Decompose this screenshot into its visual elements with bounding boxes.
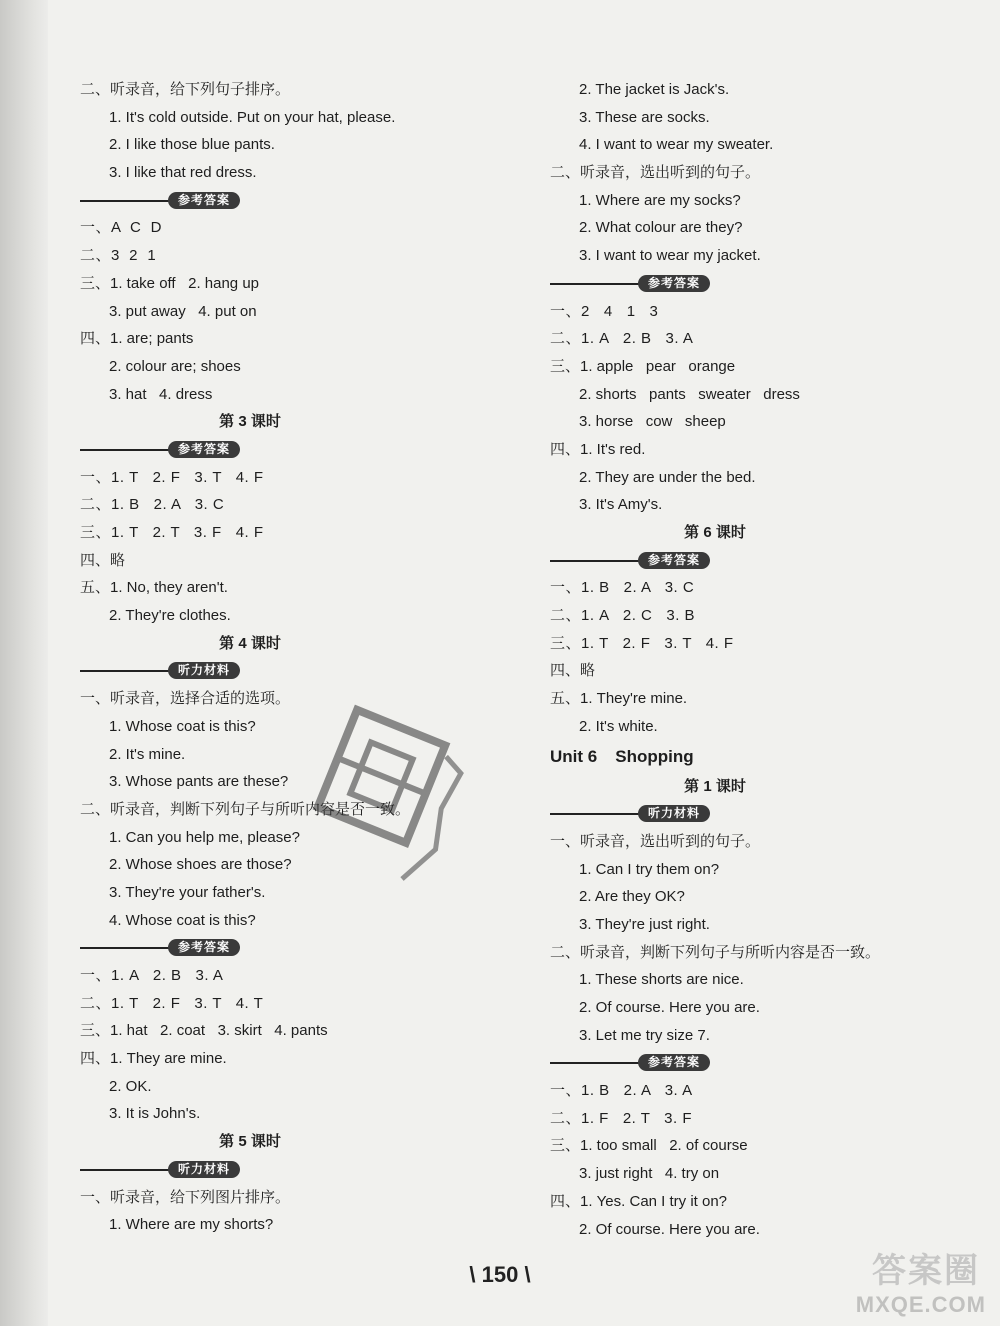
section-tag [80, 187, 420, 215]
section-tag [550, 1049, 880, 1077]
sub-item-line: 4. Whose coat is this? [109, 911, 256, 929]
sub-item-line: 2. What colour are they? [579, 219, 743, 237]
sub-item-line: 2. They're clothes. [109, 607, 231, 625]
sub-item-line: 3. I like that red dress. [109, 164, 257, 182]
sub-item-line: 2. Are they OK? [579, 888, 685, 906]
answer-line: 二、1. T 2. F 3. T 4. T [80, 994, 264, 1012]
sub-item-line: 1. Can you help me, please? [109, 828, 300, 846]
sub-item-line: 1. Where are my socks? [579, 191, 741, 209]
answer-line: 一、A C D [80, 219, 163, 237]
question-line: 五、1. They're mine. [550, 690, 688, 708]
question-line: 四、1. It's red. [550, 440, 646, 458]
sub-item-line: 1. Where are my shorts? [109, 1216, 274, 1234]
section-tag-rule [550, 283, 640, 285]
page-number: \ 150 \ [469, 1262, 531, 1287]
section-tag [80, 657, 420, 685]
question-line: 一、听录音，选出听到的句子。 [550, 832, 761, 850]
answer-line: 三、1. T 2. T 3. F 4. F [80, 524, 264, 541]
question-line: 一、听录音，选择合适的选项。 [80, 690, 291, 708]
sub-item-line: 2. Of course. Here you are. [579, 999, 760, 1016]
section-tag [80, 934, 420, 962]
answer-line: 一、1. B 2. A 3. A [550, 1082, 693, 1100]
section-tag-label: 参考答案 [168, 441, 240, 458]
question-line: 二、听录音，判断下列句子与所听内容是否一致。 [80, 800, 411, 818]
sub-item-line: 3. It's Amy's. [579, 496, 663, 514]
answer-line: 一、1. B 2. A 3. C [550, 579, 695, 597]
lesson-heading: 第 4 课时 [219, 634, 281, 652]
section-tag [80, 1156, 420, 1184]
question-line: 二、听录音，选出听到的句子。 [550, 164, 761, 182]
sub-item-line: 2. The jacket is Jack's. [579, 81, 730, 98]
sub-item-line: 2. It's mine. [109, 745, 186, 763]
section-tag-label: 参考答案 [638, 552, 710, 569]
answer-line: 二、1. A 2. C 3. B [550, 607, 696, 625]
section-tag-rule [80, 200, 170, 202]
question-line: 四、1. They are mine. [80, 1050, 227, 1068]
section-tag-label: 参考答案 [638, 275, 710, 292]
left-column [80, 76, 420, 1239]
answer-line: 二、1. A 2. B 3. A [550, 330, 694, 348]
sub-item-line: 3. Let me try size 7. [579, 1026, 710, 1044]
watermark-logo: 答案圈 [872, 1252, 980, 1290]
answer-line: 二、3 2 1 [80, 247, 157, 265]
sub-item-line: 2. colour are; shoes [109, 357, 241, 375]
watermark-url: MXQE.COM [855, 1292, 986, 1317]
sub-item-line: 3. It is John's. [109, 1105, 201, 1123]
answer-line: 二、1. F 2. T 3. F [550, 1109, 692, 1127]
question-line: 四、略 [80, 551, 126, 569]
answer-line: 三、1. T 2. F 3. T 4. F [550, 634, 734, 652]
question-line: 四、略 [550, 662, 596, 680]
question-line: 四、1. are; pants [80, 330, 194, 348]
unit-title [550, 741, 880, 773]
sub-item-line: 2. I like those blue pants. [109, 136, 275, 154]
question-line: 三、1. take off 2. hang up [80, 274, 260, 292]
sub-item-line: 1. These shorts are nice. [579, 971, 744, 989]
sub-item-line: 1. Whose coat is this? [109, 717, 256, 735]
section-tag-rule [550, 560, 640, 562]
unit-name: Shopping [615, 746, 694, 766]
section-tag-label: 听力材料 [168, 1161, 240, 1178]
section-tag-rule [80, 670, 170, 672]
sub-item-line: 2. Of course. Here you are. [579, 1220, 760, 1238]
lesson-heading: 第 6 课时 [684, 524, 746, 541]
sub-item-line: 1. Can I try them on? [579, 860, 720, 878]
question-line: 五、1. No, they aren't. [80, 579, 228, 597]
answer-line: 一、1. A 2. B 3. A [80, 967, 224, 984]
sub-item-line: 3. These are socks. [579, 108, 710, 126]
sub-item-line: 2. It's white. [579, 717, 658, 735]
site-watermark [811, 1238, 986, 1318]
answer-line: 二、1. B 2. A 3. C [80, 496, 225, 514]
section-tag [550, 270, 880, 298]
sub-item-line: 2. OK. [109, 1077, 152, 1095]
lesson-heading: 第 5 课时 [219, 1133, 281, 1151]
section-tag-label: 听力材料 [168, 662, 240, 679]
question-line: 三、1. too small 2. of course [550, 1137, 748, 1155]
sub-item-line: 4. I want to wear my sweater. [579, 136, 774, 154]
section-tag [80, 436, 420, 464]
sub-item-line: 3. They're your father's. [109, 883, 266, 901]
answer-line: 一、2 4 1 3 [550, 302, 659, 320]
question-line: 三、1. apple pear orange [550, 357, 736, 375]
section-tag-rule [80, 1169, 170, 1171]
section-tag-rule [550, 813, 640, 815]
question-line: 四、1. Yes. Can I try it on? [550, 1192, 728, 1210]
book-binding-shadow [0, 0, 48, 1326]
answer-line: 一、1. T 2. F 3. T 4. F [80, 468, 264, 486]
unit-number: Unit 6 [550, 746, 598, 766]
sub-item-line: 3. put away 4. put on [109, 302, 257, 320]
sub-item-line: 2. shorts pants sweater dress [579, 385, 800, 403]
section-tag-rule [80, 449, 170, 451]
sub-item-line: 2. They are under the bed. [579, 468, 756, 486]
sub-item-line: 3. They're just right. [579, 915, 710, 933]
sub-item-line: 3. Whose pants are these? [109, 773, 289, 791]
section-tag-rule [80, 947, 170, 949]
section-tag-label: 参考答案 [638, 1054, 710, 1071]
section-tag [550, 800, 880, 828]
lesson-heading: 第 3 课时 [219, 413, 281, 431]
section-tag [550, 547, 880, 575]
section-tag-rule [550, 1062, 640, 1064]
sub-item-line: 2. Whose shoes are those? [109, 856, 292, 874]
sub-item-line: 3. horse cow sheep [579, 413, 726, 431]
question-line: 二、听录音，判断下列句子与所听内容是否一致。 [550, 943, 881, 961]
question-line: 二、听录音，给下列句子排序。 [80, 81, 291, 98]
sub-item-line: 3. I want to wear my jacket. [579, 247, 761, 265]
sub-item-line: 3. hat 4. dress [109, 385, 213, 403]
section-tag-label: 听力材料 [638, 805, 710, 822]
question-line: 一、听录音，给下列图片排序。 [80, 1188, 291, 1206]
question-line: 三、1. hat 2. coat 3. skirt 4. pants [80, 1022, 328, 1040]
lesson-heading: 第 1 课时 [684, 777, 746, 795]
section-tag-label: 参考答案 [168, 939, 240, 956]
section-tag-label: 参考答案 [168, 192, 240, 209]
sub-item-line: 3. just right 4. try on [579, 1165, 720, 1183]
right-column [550, 76, 880, 1243]
sub-item-line: 1. It's cold outside. Put on your hat, please. [109, 108, 396, 126]
